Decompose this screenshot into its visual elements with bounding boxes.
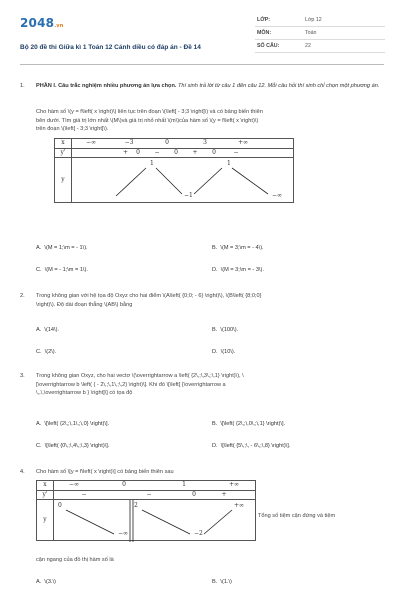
x-value: −3 [124, 139, 134, 146]
question-4 [20, 468, 384, 598]
question-side-text: Tổng số tiệm cận đứng và tiệm [258, 513, 336, 519]
option-text: \(1.\) [220, 579, 232, 585]
meta-value: Lớp 12 [305, 17, 322, 23]
x-value: −∞ [68, 481, 80, 488]
option-letter: A. [36, 579, 42, 585]
y-value: −2 [194, 530, 203, 537]
question-3 [20, 372, 384, 456]
option-text: \(M = 3;\m = - 3\). [220, 267, 264, 273]
option-text: \(2\). [44, 349, 57, 355]
option-text: \(3.\) [44, 579, 56, 585]
y-row [54, 500, 256, 541]
sign: 0 [174, 148, 178, 156]
option-text: \[\left( {0\,;\,4\,;\,3} \right)\]. [44, 443, 110, 449]
question-number: 1. [20, 83, 25, 89]
x-value: +∞ [237, 139, 249, 146]
y-row [72, 158, 294, 203]
option-a[interactable] [36, 578, 56, 587]
option-letter: A. [36, 327, 42, 333]
option-text: \[\left( {2\,;\,1\,;\,0} \right)\]. [44, 421, 110, 427]
option-b[interactable] [212, 578, 232, 587]
sign: 0 [192, 490, 196, 498]
site-logo[interactable] [20, 16, 64, 30]
x-value: 0 [165, 139, 169, 146]
option-letter: C. [36, 267, 42, 273]
option-letter: D. [212, 443, 218, 449]
option-letter: B. [212, 579, 218, 585]
meta-value: 22 [305, 43, 311, 49]
option-text: \(100\). [220, 327, 239, 333]
option-c[interactable] [36, 266, 88, 275]
section-title: PHẦN I. Câu trắc nghiệm nhiều phương án lựa chọn. [36, 83, 177, 89]
question-line: cận ngang của đồ thị hàm số là [36, 557, 114, 563]
logo-text: 2048 [20, 16, 55, 30]
option-a[interactable] [36, 420, 109, 429]
question-line: \,,\,\overrightarrow b } \right]\] có tọa độ [36, 390, 133, 396]
page-header [20, 14, 384, 58]
meta-value: Toán [305, 30, 317, 36]
x-label: x [55, 139, 72, 149]
x-value: −∞ [85, 139, 97, 146]
variation-arrows [72, 158, 296, 204]
question-body [36, 82, 382, 91]
question-line: bên dưới. Tìm giá trị lớn nhất \(M\)và giá trị nhỏ nhất \(m\)của hàm số \(y = f\left( x \right)\) [36, 117, 259, 124]
sign: 0 [212, 148, 216, 156]
option-a[interactable] [36, 244, 88, 253]
option-letter: B. [212, 245, 218, 251]
sign: 0 [136, 148, 140, 156]
y-value: 1 [150, 160, 154, 167]
question-text [36, 372, 382, 398]
option-d[interactable] [212, 348, 235, 357]
logo-suffix: .vn [54, 23, 64, 29]
arrow-down [142, 510, 190, 534]
question-text [36, 292, 382, 309]
option-letter: D. [212, 349, 218, 355]
exam-title: Bộ 20 đề thi Giữa kì 1 Toán 12 Cánh diều có đáp án - Đề 14 [20, 44, 201, 51]
option-letter: B. [212, 327, 218, 333]
question-text [36, 468, 382, 477]
sign: + [192, 148, 198, 156]
option-text: \(M = 3;\m = - 4\). [220, 245, 264, 251]
question-line: Trong không gian với hệ tọa độ Oxyz cho hai điểm \(A\left( {0;0; - 6} \right)\), \(B\left( {8;0;0} [36, 293, 262, 299]
y-value: 2 [134, 502, 138, 509]
meta-count [255, 40, 385, 53]
option-text: \(10\). [220, 349, 236, 355]
arrow-up [116, 168, 146, 196]
sign: − [146, 490, 152, 498]
header-divider [20, 64, 384, 65]
option-letter: C. [36, 443, 42, 449]
option-letter: B. [212, 421, 218, 427]
meta-key: MÔN: [257, 30, 272, 36]
question-number: 4. [20, 469, 25, 475]
option-b[interactable] [212, 244, 264, 253]
option-b[interactable] [212, 326, 238, 335]
variation-table [36, 480, 256, 541]
option-c[interactable] [36, 442, 109, 451]
option-b[interactable] [212, 420, 285, 429]
x-value: 1 [182, 481, 186, 488]
question-line: Cho hàm số \[y = f\left( x \right)\] có bảng biến thiên sau [36, 469, 174, 475]
meta-key: LỚP: [257, 17, 271, 23]
question-number: 3. [20, 373, 25, 379]
arrow-down [156, 168, 182, 194]
question-line: Cho hàm số \(y = f\left( x \right)\) liên tục trên đoạn \(\left[ - 3;3 \right]\) và có bảng biến thiên [36, 109, 263, 115]
x-row [72, 139, 294, 149]
sign: − [81, 490, 87, 498]
section-instruction: Thí sinh trả lời từ câu 1 đến câu 12. Mỗi câu hỏi thí sinh chỉ chọn một phương án. [178, 83, 380, 89]
option-text: \[\left( {5\,;\, - 6\,;\,8} \right)\]. [220, 443, 291, 449]
question-1 [20, 82, 384, 282]
option-d[interactable] [212, 442, 290, 451]
option-letter: D. [212, 267, 218, 273]
option-text: \(14\). [44, 327, 60, 333]
option-text: \(M = 1;\m = - 1\). [44, 245, 88, 251]
meta-subject [255, 27, 385, 40]
meta-key: SỐ CÂU: [257, 43, 280, 49]
yp-row [72, 148, 294, 158]
y-value: −1 [184, 192, 193, 199]
x-label: x [37, 481, 54, 491]
sign: + [221, 490, 227, 498]
question-text-continued [36, 556, 382, 565]
question-line: trên đoạn \(\left[ - 3;3 \right]\). [36, 126, 109, 132]
arrow-down [232, 168, 268, 194]
y-value: −∞ [118, 530, 129, 537]
variation-table [54, 138, 294, 203]
option-d[interactable] [212, 266, 264, 275]
question-2 [20, 292, 384, 362]
y-value: 1 [227, 160, 231, 167]
option-c[interactable] [36, 348, 56, 357]
yp-row [54, 490, 256, 500]
meta-class [255, 14, 385, 27]
x-value: +∞ [228, 481, 240, 488]
arrow-down [66, 510, 114, 534]
y-label: y [55, 158, 72, 203]
y-value: −∞ [272, 192, 283, 199]
question-line: \right)\). Độ dài đoạn thẳng \(AB\) bằng [36, 301, 133, 308]
arrow-up [204, 510, 232, 534]
sign: − [233, 148, 239, 156]
sign: − [154, 148, 160, 156]
y-value: +∞ [234, 502, 245, 509]
option-a[interactable] [36, 326, 59, 335]
exam-meta [255, 14, 385, 53]
y-label: y [37, 500, 54, 541]
question-line: Trong không gian Oxyz, cho hai vectơ \(\overrightarrow a \left( {2\,;\,3\,;\,1} \right)\), \ [36, 373, 244, 379]
x-value: 3 [203, 139, 207, 146]
yp-label: y' [37, 490, 54, 500]
option-letter: C. [36, 349, 42, 355]
variation-arrows [54, 500, 258, 542]
x-value: 0 [122, 481, 126, 488]
option-letter: A. [36, 421, 42, 427]
question-text [36, 108, 382, 134]
sign: + [122, 148, 128, 156]
x-row [54, 481, 256, 491]
option-text: \[\left( {2\,;\,0\,;\,1} \right)\]. [220, 421, 286, 427]
question-number: 2. [20, 293, 25, 299]
option-letter: A. [36, 245, 42, 251]
question-line: [\overrightarrow b \left( { - 2\,;\,1\,;\,2} \right)\]. Khi đó \[\left[ {\overrightarrow a [36, 381, 226, 388]
arrow-up [194, 168, 222, 194]
yp-label: y' [55, 148, 72, 158]
option-text: \(M = - 1;\m = 1\). [44, 267, 88, 273]
y-value: 0 [58, 502, 62, 509]
